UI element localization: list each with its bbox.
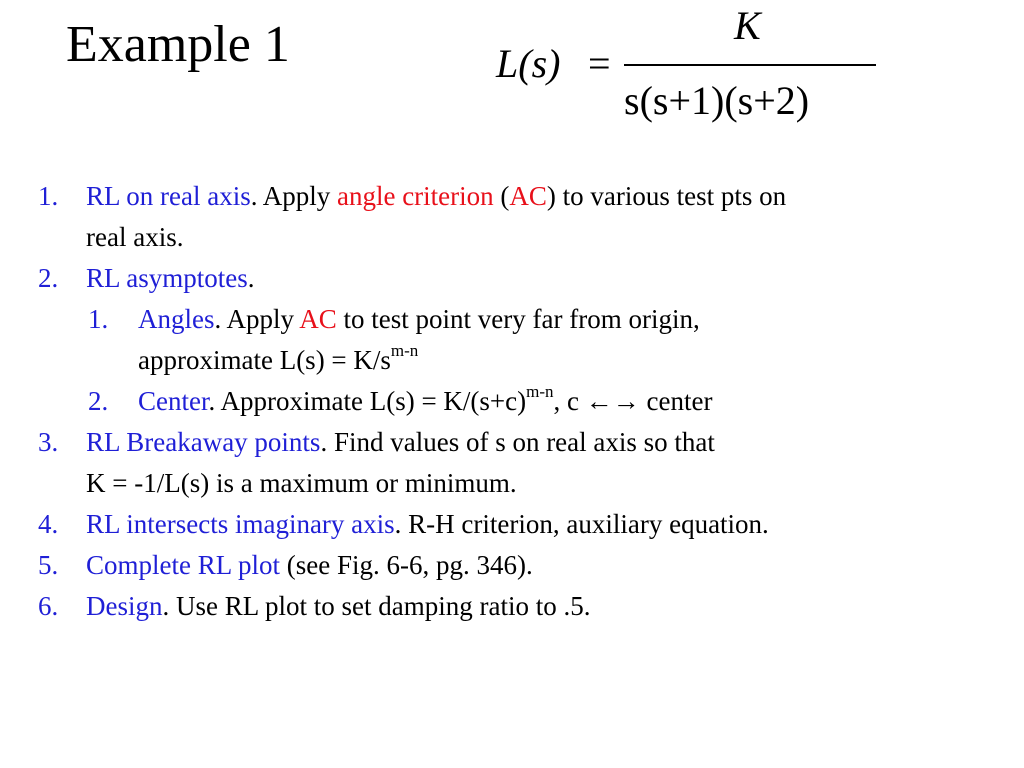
list-text xyxy=(138,340,418,381)
list-text: K = -1/L(s) is a maximum or minimum. xyxy=(86,468,517,498)
list-item-continuation xyxy=(0,217,1024,258)
list-subitem xyxy=(0,381,1024,422)
item-rest: . Use RL plot to set damping ratio to .5. xyxy=(162,591,591,621)
item-continuation: approximate L(s) = K/s xyxy=(138,345,391,375)
fraction-bar xyxy=(624,64,876,66)
item-term: RL on real axis xyxy=(86,181,251,211)
list-text xyxy=(86,422,715,463)
formula-lhs: L(s) xyxy=(496,41,561,86)
item-term: Angles xyxy=(138,304,215,334)
item-rest: to test point very far from origin, xyxy=(336,304,700,334)
list-number: 5. xyxy=(38,550,59,580)
list-number: 1. xyxy=(38,181,59,211)
list-item-continuation xyxy=(0,463,1024,504)
item-term: Center xyxy=(138,386,209,416)
list-text: real axis. xyxy=(86,222,184,252)
formula-denominator: s(s+1)(s+2) xyxy=(624,78,810,123)
list-text xyxy=(86,258,255,299)
item-highlight: angle criterion xyxy=(336,181,494,211)
item-term: Design xyxy=(86,591,163,621)
list-text xyxy=(86,504,769,545)
item-superscript: m-n xyxy=(390,341,419,360)
item-sep: . Apply xyxy=(214,304,300,334)
item-term: Complete RL plot xyxy=(86,550,280,580)
list-number: 1. xyxy=(88,304,109,334)
list-item xyxy=(0,176,1024,217)
item-rest: . Find values of s on real axis so that xyxy=(320,427,715,457)
list-item xyxy=(0,586,1024,627)
transfer-function-formula xyxy=(490,4,890,128)
list-item xyxy=(0,422,1024,463)
list-text xyxy=(86,545,533,586)
list-text xyxy=(138,381,712,422)
item-rest: (see Fig. 6-6, pg. 346). xyxy=(279,550,533,580)
list-text xyxy=(86,586,590,627)
list-item xyxy=(0,545,1024,586)
item-tail: , c ←→ center xyxy=(553,386,713,416)
list-text xyxy=(86,176,786,217)
list-number: 6. xyxy=(38,591,59,621)
list-subitem-continuation xyxy=(0,340,1024,381)
formula-equals: = xyxy=(588,41,611,86)
item-rest: . Approximate L(s) = K/(s+c) xyxy=(208,386,527,416)
procedure-list xyxy=(0,176,1024,627)
item-superscript: m-n xyxy=(526,382,554,401)
slide-title: Example 1 xyxy=(66,16,290,73)
item-abbrev: AC xyxy=(509,181,547,211)
list-number: 2. xyxy=(88,386,109,416)
item-rest: . R-H criterion, auxiliary equation. xyxy=(394,509,769,539)
item-term: RL intersects imaginary axis xyxy=(86,509,395,539)
list-subitem xyxy=(0,299,1024,340)
item-term: RL asymptotes xyxy=(86,263,248,293)
list-item xyxy=(0,258,1024,299)
formula-numerator: K xyxy=(734,3,761,48)
item-rest: ) to various test pts on xyxy=(546,181,787,211)
list-number: 4. xyxy=(38,509,59,539)
list-item xyxy=(0,504,1024,545)
item-rest: . xyxy=(247,263,255,293)
item-abbrev: AC xyxy=(299,304,337,334)
list-text xyxy=(138,299,700,340)
item-paren: ( xyxy=(493,181,510,211)
list-number: 3. xyxy=(38,427,59,457)
item-term: RL Breakaway points xyxy=(86,427,321,457)
item-sep: . Apply xyxy=(250,181,337,211)
list-number: 2. xyxy=(38,263,59,293)
